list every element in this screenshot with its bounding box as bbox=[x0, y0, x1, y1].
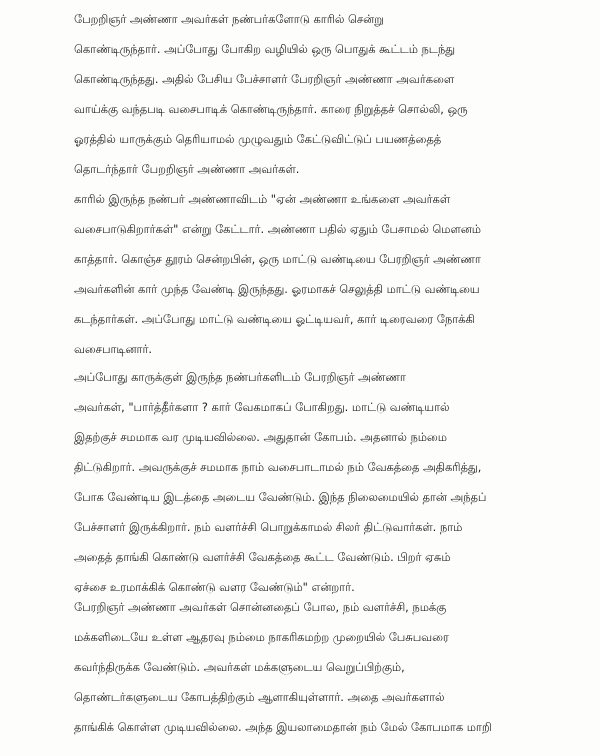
text-line: பேரறிஞர் அண்ணா அவர்கள் சொன்னதைப் போல, நம் வளர்ச்சி, நமக்கு bbox=[74, 600, 447, 614]
text-line: ஓரத்தில் யாருக்கும் தெரியாமல் முழுவதும் கேட்டுவிட்டுப் பயணத்தைத் bbox=[74, 132, 442, 146]
text-line: மக்களிடையே உள்ள ஆதரவு நம்மை நாகரிகமற்ற முறையில் பேசுபவரை bbox=[74, 630, 449, 644]
paragraph-1 bbox=[74, 4, 544, 184]
text-line: வசைபாடுகிறார்கள்" என்று கேட்டார். அண்ணா பதில் ஏதும் பேசாமல் மௌனம் bbox=[74, 222, 481, 236]
text-line: போக வேண்டிய இடத்தை அடைய வேண்டும். இந்த நிலைமையில் தான் அந்தப் bbox=[74, 490, 487, 504]
text-line: திட்டுகிறார். அவருக்குச் சமமாக நாம் வசைபாடாமல் நம் வேகத்தை அதிகரித்து, bbox=[74, 460, 482, 474]
text-line: பேறறிஞர் அண்ணா அவர்கள் நண்பர்களோடு காரில் சென்று bbox=[74, 12, 384, 26]
text-line: இதற்குச் சமமாக வர முடியவில்லை. அதுதான் கோபம். அதனால் நம்மை bbox=[74, 430, 447, 444]
text-line: அப்போது காருக்குள் இருந்த நண்பர்களிடம் பேரறிஞர் அண்ணா bbox=[74, 370, 406, 384]
paragraph-3 bbox=[74, 362, 544, 602]
text-line: அதைத் தாங்கி கொண்டு வளர்ச்சி வேகத்தை கூட்ட வேண்டும். பிறர் ஏசும் bbox=[74, 550, 451, 564]
text-line: ஏச்சை உரமாக்கிக் கொண்டு வளர வேண்டும்" என்றார். bbox=[74, 580, 355, 594]
text-line: தாங்கிக் கொள்ள முடியவில்லை. அந்த இயலாமைதான் நம் மேல் கோபமாக மாறி bbox=[74, 720, 492, 734]
text-line: பேச்சாளர் இருக்கிறார். நம் வளர்ச்சி பொறுக்காமல் சிலர் திட்டுவார்கள். நாம் bbox=[74, 520, 463, 534]
text-line: வாய்க்கு வந்தபடி வசைபாடிக் கொண்டிருந்தார். காரை நிறுத்தச் சொல்லி, ஒரு bbox=[74, 102, 468, 116]
text-line: அவர்கள், "பார்த்தீர்களா ? கார் வேகமாகப் போகிறது. மாட்டு வண்டியால் bbox=[74, 400, 450, 414]
text-line: வசைபாடினார். bbox=[74, 342, 153, 356]
paragraph-2 bbox=[74, 184, 544, 364]
text-line: அவர்களின் கார் முந்த வேண்டி இருந்தது. ஓரமாகச் செலுத்தி மாட்டு வண்டியை bbox=[74, 282, 480, 296]
text-line: கொண்டிருந்தார். அப்போது போகிற வழியில் ஒரு பொதுக் கூட்டம் நடந்து bbox=[74, 42, 456, 56]
text-line: கவர்ந்திருக்க வேண்டும். அவர்கள் மக்களுடைய வெறுப்பிற்கும், bbox=[74, 660, 405, 674]
text-line: தொண்டர்களுடைய கோபத்திற்கும் ஆளாகியுள்ளார். அதை அவர்களால் bbox=[74, 690, 445, 704]
paragraph-4 bbox=[74, 592, 544, 742]
text-line: தொடர்ந்தார் பேறறிஞர் அண்ணா அவர்கள். bbox=[74, 162, 300, 176]
text-line: கடந்தார்கள். அப்போது மாட்டு வண்டியை ஓட்டியவர், கார் டிரைவரை நோக்கி bbox=[74, 312, 475, 326]
text-line: கொண்டிருந்தது. அதில் பேசிய பேச்சாளர் பேரறிஞர் அண்ணா அவர்களை bbox=[74, 72, 455, 86]
text-line: காத்தார். கொஞ்ச தூரம் சென்றபின், ஒரு மாட்டு வண்டியை பேரறிஞர் அண்ணா bbox=[74, 252, 481, 266]
text-line: காரில் இருந்த நண்பர் அண்ணாவிடம் "ஏன் அண்ணா உங்களை அவர்கள் bbox=[74, 192, 451, 206]
